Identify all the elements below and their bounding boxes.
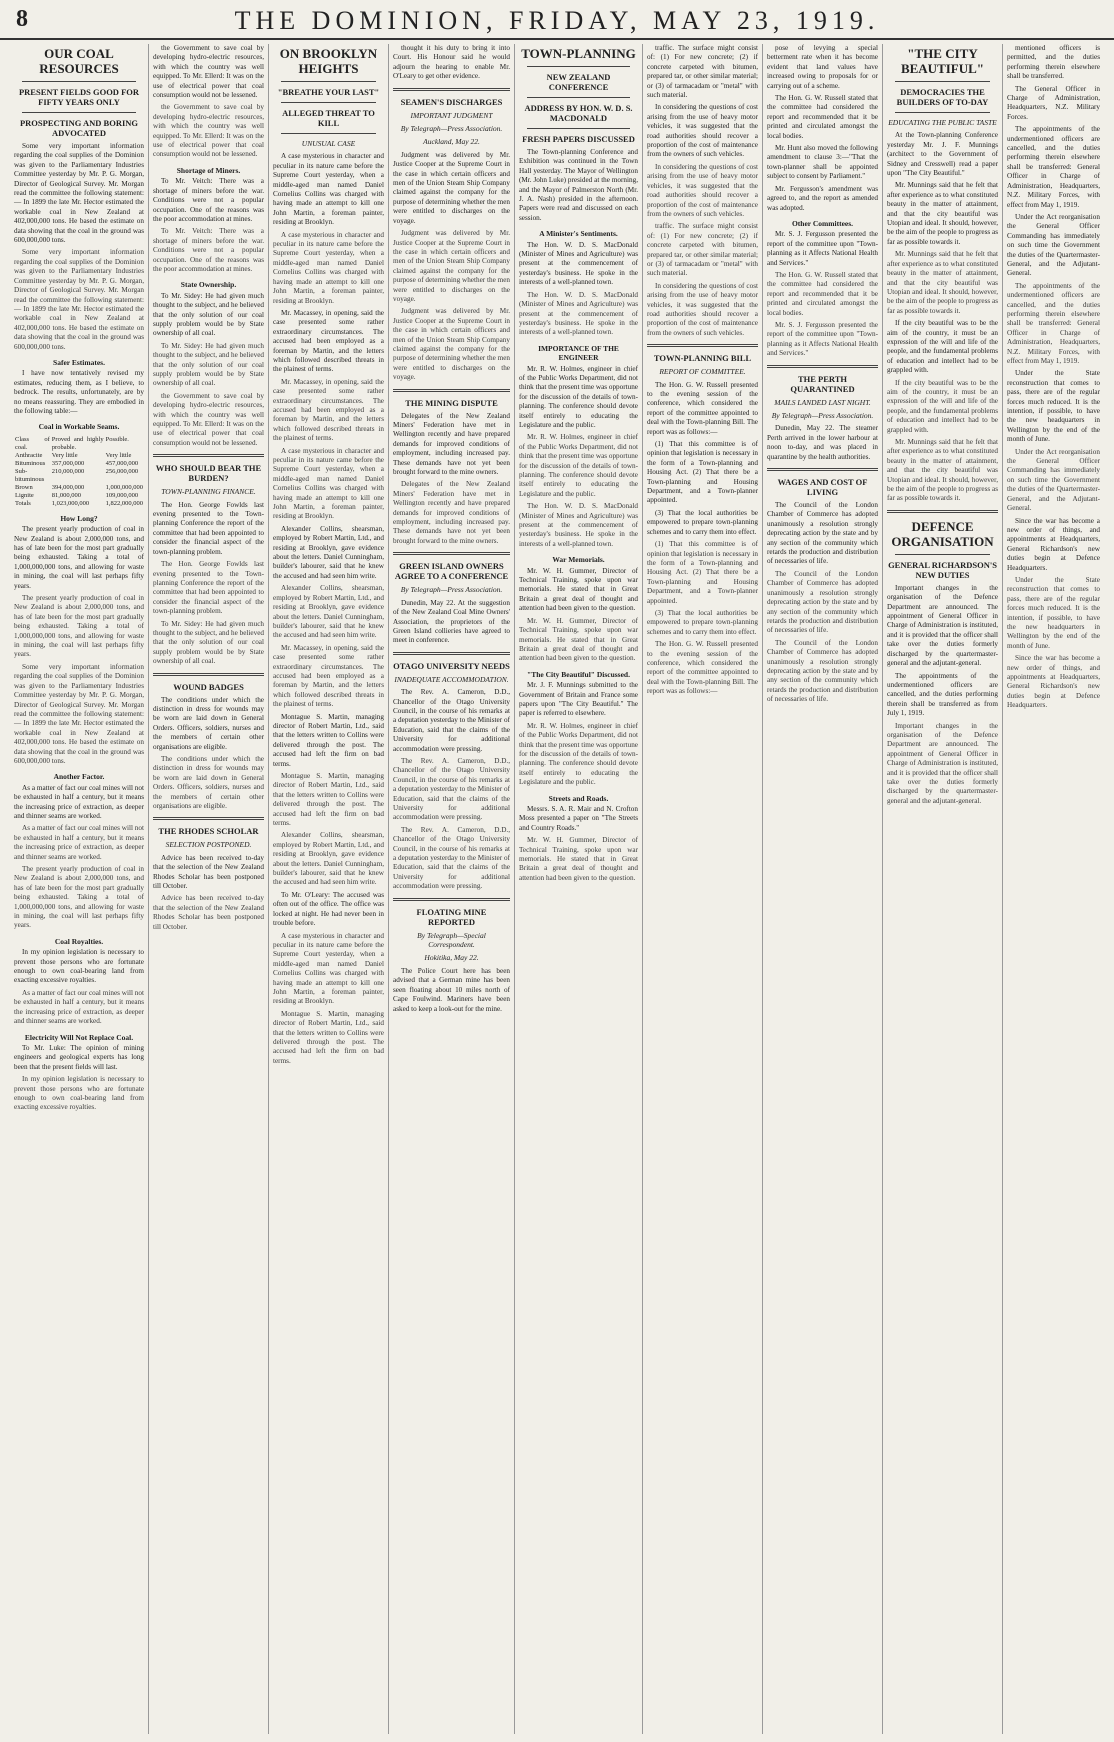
article-paragraph: Mr. S. J. Fergusson presented the report of the committee upon "Town-planning as it Affects National Health and Services.": [767, 230, 878, 267]
article-paragraph: Mr. Macassey, in opening, said the case presented some rather extraordinary circumstances. The accused had been employed as a foreman by Martin, and the letters which followed described threats in the plainest of terms.: [273, 308, 384, 374]
article-paragraph: In my opinion legislation is necessary to prevent those persons who are fortunate enough to own coal-bearing land from exacting excessive royalties.: [14, 948, 144, 985]
article-paragraph: The Hon. George Fowlds last evening presented to the Town-planning Conference the report of the committee that had been appointed to consider the financial aspect of the town-planning problem.: [153, 500, 264, 556]
table-cell: 210,000,000: [51, 467, 85, 475]
article-paragraph: To Mr. O'Leary: The accused was often out of the office. The office was locked at night. He had never been in trouble before.: [273, 890, 384, 928]
table-row: [14, 460, 144, 468]
article-paragraph: traffic. The surface might consist of: (1) For new concrete; (2) if concrete carpeted with bitumen, prepared tar, or other similar material; or (3) of tarmacadam or "metal" with such material.: [647, 222, 758, 278]
article-paragraph: Delegates of the New Zealand Miners' Federation have met in Wellington recently and have prepared demands for improved conditions of employment, including increased pay. These demands have not yet been brought forward to the mine owners.: [393, 480, 510, 545]
side-heading: Electricity Will Not Replace Coal.: [24, 1032, 134, 1042]
article-paragraph: The Town-planning Conference and Exhibition was continued in the Town Hall yesterday. The Mayor of Wellington (Mr. John Luke) presided at the morning, and the Mayor of Palmerston North (Mr. J. A. Nash) presided in the afternoon. Papers were read and discussed on each session.: [519, 148, 638, 222]
column-1: [10, 44, 148, 1734]
article-paragraph: In considering the questions of cost arising from the use of heavy motor vehicles, it was suggested that the road authorities should recover a proportion of the cost of maintenance from the owners of such vehicles.: [647, 162, 758, 218]
article-paragraph: A case mysterious in character and peculiar in its nature came before the Supreme Court yesterday, when a middle-aged man named Daniel Cornelius Collins was charged with having made an attempt to kill one John Martin, a foreman painter, residing at Brooklyn.: [273, 931, 384, 1006]
subhead-fifty-years: PRESENT FIELDS GOOD FOR FIFTY YEARS ONLY: [18, 87, 140, 107]
table-cell: Brown: [15, 483, 33, 491]
headline-defence: DEFENCE ORGANISATION: [891, 518, 994, 549]
article-paragraph: If the city beautiful was to be the aim of the country, it must be an expression of the will and life of the people, and the fundamental problems of education and intellect had to be grappled with.: [887, 378, 998, 434]
table-cell: 256,000,000: [105, 467, 139, 475]
headline-otago-university: OTAGO UNIVERSITY NEEDS: [393, 660, 510, 671]
article-paragraph: To Mr. Veitch: There was a shortage of miners before the war. Conditions were not a popular occupation. One of the reasons was the poor accommodation at mines.: [153, 177, 264, 223]
article-paragraph: The Police Court here has been advised that a German mine has been seen floating about 10 miles north of Cape Foulwind. Mariners have been asked to keep a look-out for the mine.: [393, 966, 510, 1013]
table-cell: Anthracite: [15, 451, 43, 459]
article-paragraph: Under the State reconstruction that comes to pass, there are of the regular forces much reduced. It is the intention, if possible, to have the new headquarters in Wellington by the end of the month of June.: [1007, 369, 1100, 444]
article-paragraph: Mr. W. H. Gummer, Director of Technical Training, spoke upon war memorials. He stated that in Great Britain a great deal of thought and attention had been given to the question.: [519, 836, 638, 882]
article-paragraph: The appointments of the undermentioned officers are cancelled, and the duties performing therein elsewhere shall be transferred: General Officer in Charge of Administration, Headquarters, N.Z. Military Forces, with effect from May 1, 1919.: [1007, 125, 1100, 209]
subhead-breathe: "BREATHE YOUR LAST": [277, 87, 380, 97]
table-header-cell: Possible.: [105, 435, 129, 443]
table-header-row: [14, 436, 144, 452]
article-paragraph: The Council of the London Chamber of Commerce has adopted unanimously a resolution strongly deprecating action by the state and by any section of the community which retards the production and distribution of necessaries of life.: [767, 501, 878, 566]
article-paragraph: Mr. R. W. Holmes, engineer in chief of the Public Works Department, did not think that the present time was opportune for the discussion of the details of town-planning. The conference should devote itself entirely to educating the Legislature and the public.: [519, 721, 638, 787]
article-paragraph: the Government to save coal by developing hydro-electric resources, with which the country was well equipped. To Mr. Ellerd: It was on the use of electrical power that coal consumption would not be lessened.: [153, 44, 264, 100]
subhead-fresh-papers: FRESH PAPERS DISCUSSED: [522, 134, 635, 144]
headline-burden: WHO SHOULD BEAR THE BURDEN?: [155, 463, 262, 484]
column-5: [514, 44, 642, 1734]
column-4: [388, 44, 514, 1734]
subhead-finance: TOWN-PLANNING FINANCE.: [161, 487, 256, 497]
headline-perth-quarantined: THE PERTH QUARANTINED: [790, 373, 855, 394]
article-paragraph: Mr. Macassey, in opening, said the case presented some rather extraordinary circumstances. The accused had been employed as a foreman by Martin, and the letters which followed described threats in the plainest of terms.: [273, 377, 384, 443]
article-paragraph: To Mr. Sidey: He had given much thought to the subject, and he believed that the only solution of our coal supply problem would be by State ownership of all coal.: [153, 619, 264, 666]
article-paragraph: Mr. Munnings said that he felt that after experience as to what constituted beauty in the matter of attainment, and that the city beautiful was Utopian and ideal. It should, however, be the aim of the people to progress as far as possible towards it.: [887, 438, 998, 503]
article-paragraph: In considering the questions of cost arising from the use of heavy motor vehicles, it was suggested that the road authorities should recover a proportion of the cost of maintenance from the owners of such vehicles.: [647, 281, 758, 337]
table-row: [14, 492, 144, 500]
byline: By Telegraph—Special Correspondent.: [417, 930, 486, 950]
article-paragraph: As a matter of fact our coal mines will not be exhausted in half a century, but it means the increasing price of extraction, as deeper and thinner seams are worked.: [14, 783, 144, 820]
column-8: [882, 44, 1002, 1734]
article-paragraph: Some very important information regarding the coal supplies of the Dominion was given to the Parliamentary Industries Committee yesterday by Mr. P. G. Morgan, Director of Geological Survey. Mr. Morgan read the committee the following statement:— In 1899 the late Mr. Hector estimated the workable coal in New Zealand at 402,000,000 tons. He based the estimate on data showing that the coal in the ground was 600,000,000 tons.: [14, 142, 144, 245]
article-paragraph: In my opinion legislation is necessary to prevent those persons who are fortunate enough to own coal-bearing land from exacting excessive royalties.: [14, 1075, 144, 1112]
article-paragraph: Important changes in the organisation of the Defence Department are announced. The appointment of General Officer in Charge of Administration is instituted, and it is provided that the officer shall take over the duties formerly discharged by the quartermaster-general and the adjutant-general.: [887, 721, 998, 805]
article-paragraph: A case mysterious in character and peculiar in its nature came before the Supreme Court yesterday, when a middle-aged man named Daniel Cornelius Collins was charged with having made an attempt to kill one John Martin, a foreman painter, residing at Brooklyn.: [273, 152, 384, 227]
table-cell: 357,000,000: [51, 459, 85, 467]
byline: By Telegraph—Press Association.: [400, 124, 503, 134]
side-heading: Other Committees.: [791, 218, 854, 228]
article-paragraph: The conditions under which the distinction in dress for wounds may be worn are laid down in General Orders. Officers, soldiers, nurses and the members of certain other organisations are eligible.: [153, 755, 264, 811]
table-cell: Very little: [51, 451, 78, 459]
subhead-macdonald: ADDRESS BY HON. W. D. S. MACDONALD: [524, 103, 633, 123]
article-paragraph: The appointments of the undermentioned officers are cancelled, and the duties performing therein elsewhere shall be transferred: General Officer in Charge of Administration, Headquarters, N.Z. Military Forces, with effect from May 1, 1919.: [1007, 281, 1100, 365]
headline-rhodes-scholar: THE RHODES SCHOLAR: [158, 826, 259, 837]
article-paragraph: Montague S. Martin, managing director of Robert Martin, Ltd., said that the letters written to Collins were delivered through the post. The accused had left the firm on bad terms.: [273, 712, 384, 768]
article-paragraph: Important changes in the organisation of the Defence Department are announced. The appointment of General Officer in Charge of Administration is instituted, and it is provided that the officer shall take over the duties formerly discharged by the quartermaster-general and the adjutant-general.: [887, 583, 998, 668]
subhead-judgment: IMPORTANT JUDGMENT: [410, 110, 493, 120]
article-paragraph: To Mr. Veitch: There was a shortage of miners before the war. Conditions were not a popular occupation. One of the reasons was the poor accommodation at mines.: [153, 227, 264, 273]
headline-seamen: SEAMEN'S DISCHARGES: [400, 96, 503, 107]
table-row: [14, 468, 144, 484]
article-paragraph: The Rev. A. Cameron, D.D., Chancellor of the Otago University Council, in the course of his remarks at a deputation yesterday to the Minister of Education, said that the claims of the University for additional accommodation were pressing.: [393, 688, 510, 753]
article-paragraph: traffic. The surface might consist of: (1) For new concrete; (2) if concrete carpeted with bitumen, prepared tar, or other similar material; or (3) of tarmacadam or "metal" with such material.: [647, 44, 758, 100]
article-paragraph: Under the Act reorganisation the General Officer Commanding has immediately on such time the Government the duties of the Quartermaster-General, and the Adjutant-General.: [1007, 447, 1100, 513]
table-cell: 1,000,000,000: [105, 483, 143, 491]
article-paragraph: (3) That the local authorities be empowered to prepare town-planning schemes and to carry them into effect.: [647, 508, 758, 536]
subhead-public-taste: EDUCATING THE PUBLIC TASTE: [888, 118, 997, 127]
columns: [10, 44, 1104, 1734]
table-cell: 81,000,000: [51, 491, 82, 499]
headline-wound-badges: WOUND BADGES: [173, 681, 244, 692]
article-paragraph: A case mysterious in character and peculiar in its nature came before the Supreme Court yesterday, when a middle-aged man named Daniel Cornelius Collins was charged with having made an attempt to kill one John Martin, a foreman painter, residing at Brooklyn.: [273, 446, 384, 521]
headline-coal-resources: OUR COAL RESOURCES: [39, 46, 119, 76]
article-paragraph: To Mr. Sidey: He had given much thought to the subject, and he believed that the only solution of our coal supply problem would be by State ownership of all coal.: [153, 291, 264, 338]
article-paragraph: The Hon. W. D. S. MacDonald (Minister of Mines and Agriculture) was present at the commencement of yesterday's business. He spoke in the interests of a well-planned town.: [519, 290, 638, 337]
article-paragraph: The Hon. W. D. S. MacDonald (Minister of Mines and Agriculture) was present at the commencement of yesterday's business. He spoke in the interests of a well-planned town.: [519, 502, 638, 548]
article-paragraph: Under the Act reorganisation the General Officer Commanding has immediately on such time the Government the duties of the Quartermaster-General, and the Adjutant-General.: [1007, 212, 1100, 278]
article-paragraph: The Hon. G. W. Russell presented to the evening session of the conference, which considered the report of the committee appointed to deal with the Town-planning Bill. The report was as follows:—: [647, 380, 758, 436]
article-paragraph: mentioned officers is permitted, and the duties performing therein elsewhere shall be transferred.: [1007, 44, 1100, 81]
article-paragraph: Montague S. Martin, managing director of Robert Martin, Ltd., said that the letters written to Collins were delivered through the post. The accused had left the firm on bad terms.: [273, 772, 384, 828]
table-title: Coal in Workable Seams.: [38, 422, 120, 432]
article-paragraph: (3) That the local authorities be empowered to prepare town-planning schemes and to carry them into effect.: [647, 608, 758, 636]
article-paragraph: The appointments of the undermentioned officers are cancelled, and the duties performing therein shall be transferred as from July 1, 1919.: [887, 671, 998, 718]
article-paragraph: As a matter of fact our coal mines will not be exhausted in half a century, but it means the increasing price of extraction, as deeper and thinner seams are worked.: [14, 988, 144, 1026]
headline-brooklyn-heights: ON BROOKLYN HEIGHTS: [279, 46, 378, 76]
table-cell: Totals: [15, 499, 31, 507]
article-paragraph: Advice has been received to-day that the selection of the New Zealand Rhodes Scholar has been postponed till October.: [153, 853, 264, 891]
article-paragraph: thought it his duty to bring it into Court. His Honour said he would adjourn the hearing to enable Mr. O'Leary to get other evidence.: [393, 44, 510, 81]
article-paragraph: Dunedin, May 22. At the suggestion of the New Zealand Coal Mine Owners' Association, the proprietors of the Green Island collieries have agreed to meet in conference.: [393, 598, 510, 645]
table-cell: 394,000,000: [51, 483, 85, 491]
side-heading: A Minister's Sentiments.: [539, 229, 618, 239]
article-paragraph: The present yearly production of coal in New Zealand is about 2,000,000 tons, and has of late been for the most part gradually being exhausted. Taking a total of 1,000,000,000 tons, and allowing for waste in mining, the coal will last perhaps fifty years.: [14, 525, 144, 590]
headline-floating-mine: FLOATING MINE REPORTED: [416, 906, 487, 927]
article-paragraph: As a matter of fact our coal mines will not be exhausted in half a century, but it means the increasing price of extraction, as deeper and thinner seams are worked.: [14, 824, 144, 861]
article-paragraph: The Hon. George Fowlds last evening presented to the Town-planning Conference the report of the committee that had been appointed to consider the financial aspect of the town-planning problem.: [153, 560, 264, 616]
article-paragraph: Mr. J. F. Munnings submitted to the Government of Britain and France some papers upon "The City Beautiful." The paper is referred to elsewhere.: [519, 681, 638, 718]
article-paragraph: Delegates of the New Zealand Miners' Federation have met in Wellington recently and have prepared demands for improved conditions of employment, including increased pay. These demands have not yet been brought forward to the mine owners.: [393, 411, 510, 477]
side-heading: Streets and Roads.: [548, 793, 609, 803]
article-paragraph: the Government to save coal by developing hydro-electric resources, with which the country was well equipped. To Mr. Ellerd: It was on the use of electrical power that coal consumption would not be lessened.: [153, 103, 264, 159]
column-9: [1002, 44, 1104, 1734]
side-heading: Safer Estimates.: [53, 357, 105, 367]
subhead-threat: ALLEGED THREAT TO KILL: [282, 108, 375, 128]
table-header-cell: Class of coal.: [15, 435, 50, 451]
table-cell: 1,822,000,000: [105, 499, 143, 507]
article-paragraph: Some very important information regarding the coal supplies of the Dominion was given to the Parliamentary Industries Committee yesterday by Mr. P. G. Morgan, Director of Geological Survey. Mr. Morgan read the committee the following statement:— In 1899 the late Mr. Hector estimated the workable coal in New Zealand at 402,000,000 tons. He based the estimate on data showing that the coal in the ground was 600,000,000 tons.: [14, 248, 144, 351]
headline-town-planning-bill: TOWN-PLANNING BILL: [653, 353, 752, 364]
subhead-conference: NEW ZEALAND CONFERENCE: [546, 72, 611, 92]
article-paragraph: Mr. R. W. Holmes, engineer in chief of the Public Works Department, did not think that the present time was opportune for the discussion of the details of town-planning. The conference should devote itself entirely to educating the Legislature and the public.: [519, 433, 638, 498]
article-paragraph: Mr. Fergusson's amendment was agreed to, and the report as amended was adopted.: [767, 184, 878, 212]
headline-wages: WAGES AND COST OF LIVING: [777, 477, 868, 498]
article-paragraph: A case mysterious in character and peculiar in its nature came before the Supreme Court yesterday, when a middle-aged man named Daniel Cornelius Collins was charged with having made an attempt to kill one John Martin, a foreman painter, residing at Brooklyn.: [273, 230, 384, 305]
article-paragraph: Advice has been received to-day that the selection of the New Zealand Rhodes Scholar has been postponed till October.: [153, 894, 264, 931]
article-paragraph: Mr. W. H. Gummer, Director of Technical Training, spoke upon war memorials. He stated that in Great Britain a great deal of thought and attention had been given to the question.: [519, 616, 638, 663]
article-paragraph: To Mr. Luke: The opinion of mining engineers and geological experts has long been that the present fields will last.: [14, 1043, 144, 1071]
article-paragraph: Mr. W. H. Gummer, Director of Technical Training, spoke upon war memorials. He stated that in Great Britain a great deal of thought and attention had been given to the question.: [519, 566, 638, 613]
article-paragraph: The Council of the London Chamber of Commerce has adopted unanimously a resolution strongly deprecating action by the state and by any section of the community which retards the production and distribution of necessaries of life.: [767, 638, 878, 704]
article-paragraph: The Rev. A. Cameron, D.D., Chancellor of the Otago University Council, in the course of his remarks at a deputation yesterday to the Minister of Education, said that the claims of the University for additional accommodation were pressing.: [393, 756, 510, 822]
coal-table: [14, 436, 144, 508]
article-paragraph: To Mr. Sidey: He had given much thought to the subject, and he believed that the only solution of our coal supply problem would be by State ownership of all coal.: [153, 341, 264, 388]
dateline: Hokitika, May 22.: [424, 953, 479, 963]
subhead-accommodation: INADEQUATE ACCOMMODATION.: [394, 674, 509, 684]
article-paragraph: Alexander Collins, shearsman, employed by Robert Martin, Ltd., and residing at Brooklyn, gave evidence about the letters. Daniel Cunningham, builder's labourer, said that he knew the accused and had seen him write.: [273, 524, 384, 580]
article-paragraph: Under the State reconstruction that comes to pass, there are of the regular forces much reduced. It is the intention, if possible, to have the new headquarters in Wellington by the end of the month of June.: [1007, 575, 1100, 650]
subhead-prospecting: PROSPECTING AND BORING ADVOCATED: [19, 118, 139, 138]
page-number: 8: [16, 6, 28, 32]
article-paragraph: The Hon. W. D. S. MacDonald (Minister of Mines and Agriculture) was present at the commencement of yesterday's business. He spoke in the interests of a well-planned town.: [519, 240, 638, 287]
headline-city-beautiful: "THE CITY BEAUTIFUL": [900, 46, 985, 76]
side-heading: How Long?: [60, 513, 98, 523]
article-paragraph: In considering the questions of cost arising from the use of heavy motor vehicles, it was suggested that the road authorities should recover a proportion of the cost of maintenance from the owners of such vehicles.: [647, 103, 758, 159]
article-paragraph: Since the war has become a new order of things, and appointments at Headquarters, General Richardson's new duties begin at Defence Headquarters.: [1007, 516, 1100, 572]
article-paragraph: The Hon. G. W. Russell stated that the committee had considered the report and recommended that it be printed and circulated amongst the local bodies.: [767, 270, 878, 317]
article-paragraph: Mr. Hunt also moved the following amendment to clause 3:—"That the town-planner shall be appointed subject to consent by Parliament.": [767, 144, 878, 181]
article-paragraph: Alexander Collins, shearsman, employed by Robert Martin, Ltd., and residing at Brooklyn, gave evidence about the letters. Daniel Cunningham, builder's labourer, said that he knew the accused and had seen him write.: [273, 831, 384, 887]
column-6: [642, 44, 762, 1734]
subhead-mails: MAILS LANDED LAST NIGHT.: [774, 397, 871, 407]
article-paragraph: (1) That this committee is of opinion that legislation is necessary in the form of a Town-planning and Housing Act. (2) That there be a Town-planning and Housing Department, and a Town-planner appointed.: [647, 540, 758, 605]
subhead-democracies: DEMOCRACIES THE BUILDERS OF TO-DAY: [896, 87, 989, 107]
table-cell: 109,000,000: [105, 491, 139, 499]
table-row: [14, 452, 144, 460]
side-heading: Shortage of Miners.: [176, 165, 241, 175]
table-cell: Lignite: [15, 491, 34, 499]
article-paragraph: The conditions under which the distinction in dress for wounds may be worn are laid down in General Orders. Officers, soldiers, nurses and the members of certain other organisations are eligible.: [153, 695, 264, 751]
article-paragraph: Judgment was delivered by Mr. Justice Cooper at the Supreme Court in the case in which certain officers and men of the Union Steam Ship Company claimed against the company for the purpose of determining whether the men were entitled to discharges on the voyage.: [393, 307, 510, 382]
article-paragraph: Since the war has become a new order of things, and appointments at Headquarters, General Richardson's new duties begin at Defence Headquarters.: [1007, 654, 1100, 710]
article-paragraph: The present yearly production of coal in New Zealand is about 2,000,000 tons, and has of late been for the most part gradually being exhausted. Taking a total of 1,000,000,000 tons, and allowing for waste in mining, the coal will last perhaps fifty years.: [14, 865, 144, 930]
subhead-richardson: GENERAL RICHARDSON'S NEW DUTIES: [888, 559, 997, 580]
article-paragraph: pose of levying a special betterment rate when it has become evident that land values have increased owing to proposals for or carrying out of a scheme.: [767, 44, 878, 90]
article-paragraph: the Government to save coal by developing hydro-electric resources, with which the country was well equipped. To Mr. Ellerd: It was on the use of electrical power that coal consumption would not be lessened.: [153, 391, 264, 447]
column-3: [268, 44, 388, 1734]
table-row: [14, 500, 144, 508]
article-paragraph: Mr. Munnings said that he felt that after experience as to what constituted beauty in the matter of attainment, and that the city beautiful was Utopian and ideal. It should, however, be the aim of the people to progress as far as possible towards it.: [887, 250, 998, 315]
table-cell: Very little: [105, 451, 132, 459]
article-paragraph: I have now tentatively revised my estimates, reducing them, as I believe, to bedrock. The results, unfortunately, are by no means reassuring. They are embodied in the following table:—: [14, 369, 144, 415]
byline: By Telegraph—Press Association.: [771, 411, 874, 420]
subhead-unusual-case: UNUSUAL CASE: [301, 139, 356, 148]
article-paragraph: Mr. S. J. Fergusson presented the report of the committee upon "Town-planning as it Affects National Health and Services.": [767, 320, 878, 358]
article-paragraph: The present yearly production of coal in New Zealand is about 2,000,000 tons, and has of late been for the most part gradually being exhausted. Taking a total of 1,000,000,000 tons, and allowing for waste in mining, the coal will last perhaps fifty years.: [14, 594, 144, 659]
subhead-report: REPORT OF COMMITTEE.: [659, 367, 746, 377]
article-paragraph: The Council of the London Chamber of Commerce has adopted unanimously a resolution strongly deprecating action by the state and by any section of the community which retards the production and distribution of necessaries of life.: [767, 569, 878, 635]
table-cell: 457,000,000: [105, 459, 139, 467]
article-paragraph: Messrs. S. A. R. Mair and N. Crofton Moss presented a paper on "The Streets and Country Roads.": [519, 805, 638, 832]
article-paragraph: At the Town-planning Conference yesterday Mr. J. F. Munnings (architect to the Government of Sidney and Cresswell) read a paper upon "The City Beautiful.": [887, 131, 998, 178]
article-paragraph: Alexander Collins, shearsman, employed by Robert Martin, Ltd., and residing at Brooklyn, gave evidence about the letters. Daniel Cunningham, builder's labourer, said that he knew the accused and had seen him write.: [273, 584, 384, 640]
article-paragraph: Some very important information regarding the coal supplies of the Dominion was given to the Parliamentary Industries Committee yesterday by Mr. P. G. Morgan, Director of Geological Survey. Mr. Morgan read the committee the following statement:— In 1899 the late Mr. Hector estimated the workable coal in New Zealand at 402,000,000 tons. He based the estimate on data showing that the coal in the ground was 600,000,000 tons.: [14, 662, 144, 765]
table-header-cell: Proved and highly probable.: [51, 435, 104, 451]
article-paragraph: Dunedin, May 22. The steamer Perth arrived in the lower harbour at noon to-day, and was placed in quarantine by the health authorities.: [767, 424, 878, 461]
table-cell: Bituminous: [15, 459, 46, 467]
article-paragraph: Judgment was delivered by Mr. Justice Cooper at the Supreme Court in the case in which certain officers and men of the Union Steam Ship Company claimed against the company for the purpose of determining whether the men were entitled to discharges on the voyage.: [393, 229, 510, 303]
article-paragraph: Mr. Macassey, in opening, said the case presented some rather extraordinary circumstances. The accused had been employed as a foreman by Martin, and the letters which followed described threats in the plainest of terms.: [273, 643, 384, 709]
dateline: Auckland, May 22.: [423, 137, 480, 147]
byline: By Telegraph—Press Association.: [400, 585, 503, 595]
newspaper-title: THE DOMINION, FRIDAY, MAY 23, 1919.: [234, 6, 880, 35]
column-7: [762, 44, 882, 1734]
side-heading: State Ownership.: [180, 280, 237, 290]
column-2: [148, 44, 268, 1734]
article-paragraph: Montague S. Martin, managing director of Robert Martin, Ltd., said that the letters written to Collins were delivered through the post. The accused had left the firm on bad terms.: [273, 1009, 384, 1065]
article-paragraph: Mr. Munnings said that he felt that after experience as to what constituted beauty in the matter of attainment, and that the city beautiful was Utopian and ideal. It should, however, be the aim of the people to progress as far as possible towards it.: [887, 181, 998, 246]
article-paragraph: Mr. R. W. Holmes, engineer in chief of the Public Works Department, did not think that the present time was opportune for the discussion of the details of town-planning. The conference should devote itself entirely to educating the Legislature and the public.: [519, 364, 638, 429]
article-paragraph: (1) That this committee is of opinion that legislation is necessary in the form of a Town-planning and Housing Act. (2) That there be a Town-planning and Housing Department, and a Town-planner appointed.: [647, 440, 758, 505]
subhead-postponed: SELECTION POSTPONED.: [165, 840, 252, 850]
article-paragraph: The Hon. G. W. Russell presented to the evening session of the conference, which considered the report of the committee appointed to deal with the Town-planning Bill. The report was as follows:—: [647, 640, 758, 696]
side-heading: IMPORTANCE OF THE ENGINEER: [538, 343, 619, 363]
headline-mining-dispute: THE MINING DISPUTE: [405, 397, 498, 408]
article-paragraph: If the city beautiful was to be the aim of the country, it must be an expression of the will and life of the people, and the fundamental problems of education and intellect had to be grappled with.: [887, 319, 998, 375]
side-heading: Another Factor.: [53, 772, 105, 782]
side-heading: "The City Beautiful" Discussed.: [527, 669, 630, 679]
article-paragraph: The Hon. G. W. Russell stated that the committee had considered the report and recommended that it be printed and circulated amongst the local bodies.: [767, 94, 878, 140]
table-cell: 1,023,000,000: [51, 499, 90, 507]
article-paragraph: The Rev. A. Cameron, D.D., Chancellor of the Otago University Council, in the course of his remarks at a deputation yesterday to the Minister of Education, said that the claims of the University for additional accommodation were pressing.: [393, 825, 510, 891]
headline-green-island: GREEN ISLAND OWNERS AGREE TO A CONFERENCE: [394, 561, 509, 582]
side-heading: Coal Royalties.: [54, 936, 104, 946]
side-heading: War Memorials.: [552, 555, 605, 565]
article-paragraph: The General Officer in Charge of Administration, Headquarters, N.Z. Military Forces.: [1007, 84, 1100, 121]
table-row: [14, 484, 144, 492]
masthead: [0, 0, 1114, 40]
headline-town-planning: TOWN-PLANNING: [521, 46, 636, 61]
table-cell: Sub-bituminous: [15, 467, 45, 483]
article-paragraph: Judgment was delivered by Mr. Justice Cooper at the Supreme Court in the case in which certain officers and men of the Union Steam Ship Company claimed against the company for the purpose of determining whether the men were entitled to discharges on the voyage.: [393, 150, 510, 225]
